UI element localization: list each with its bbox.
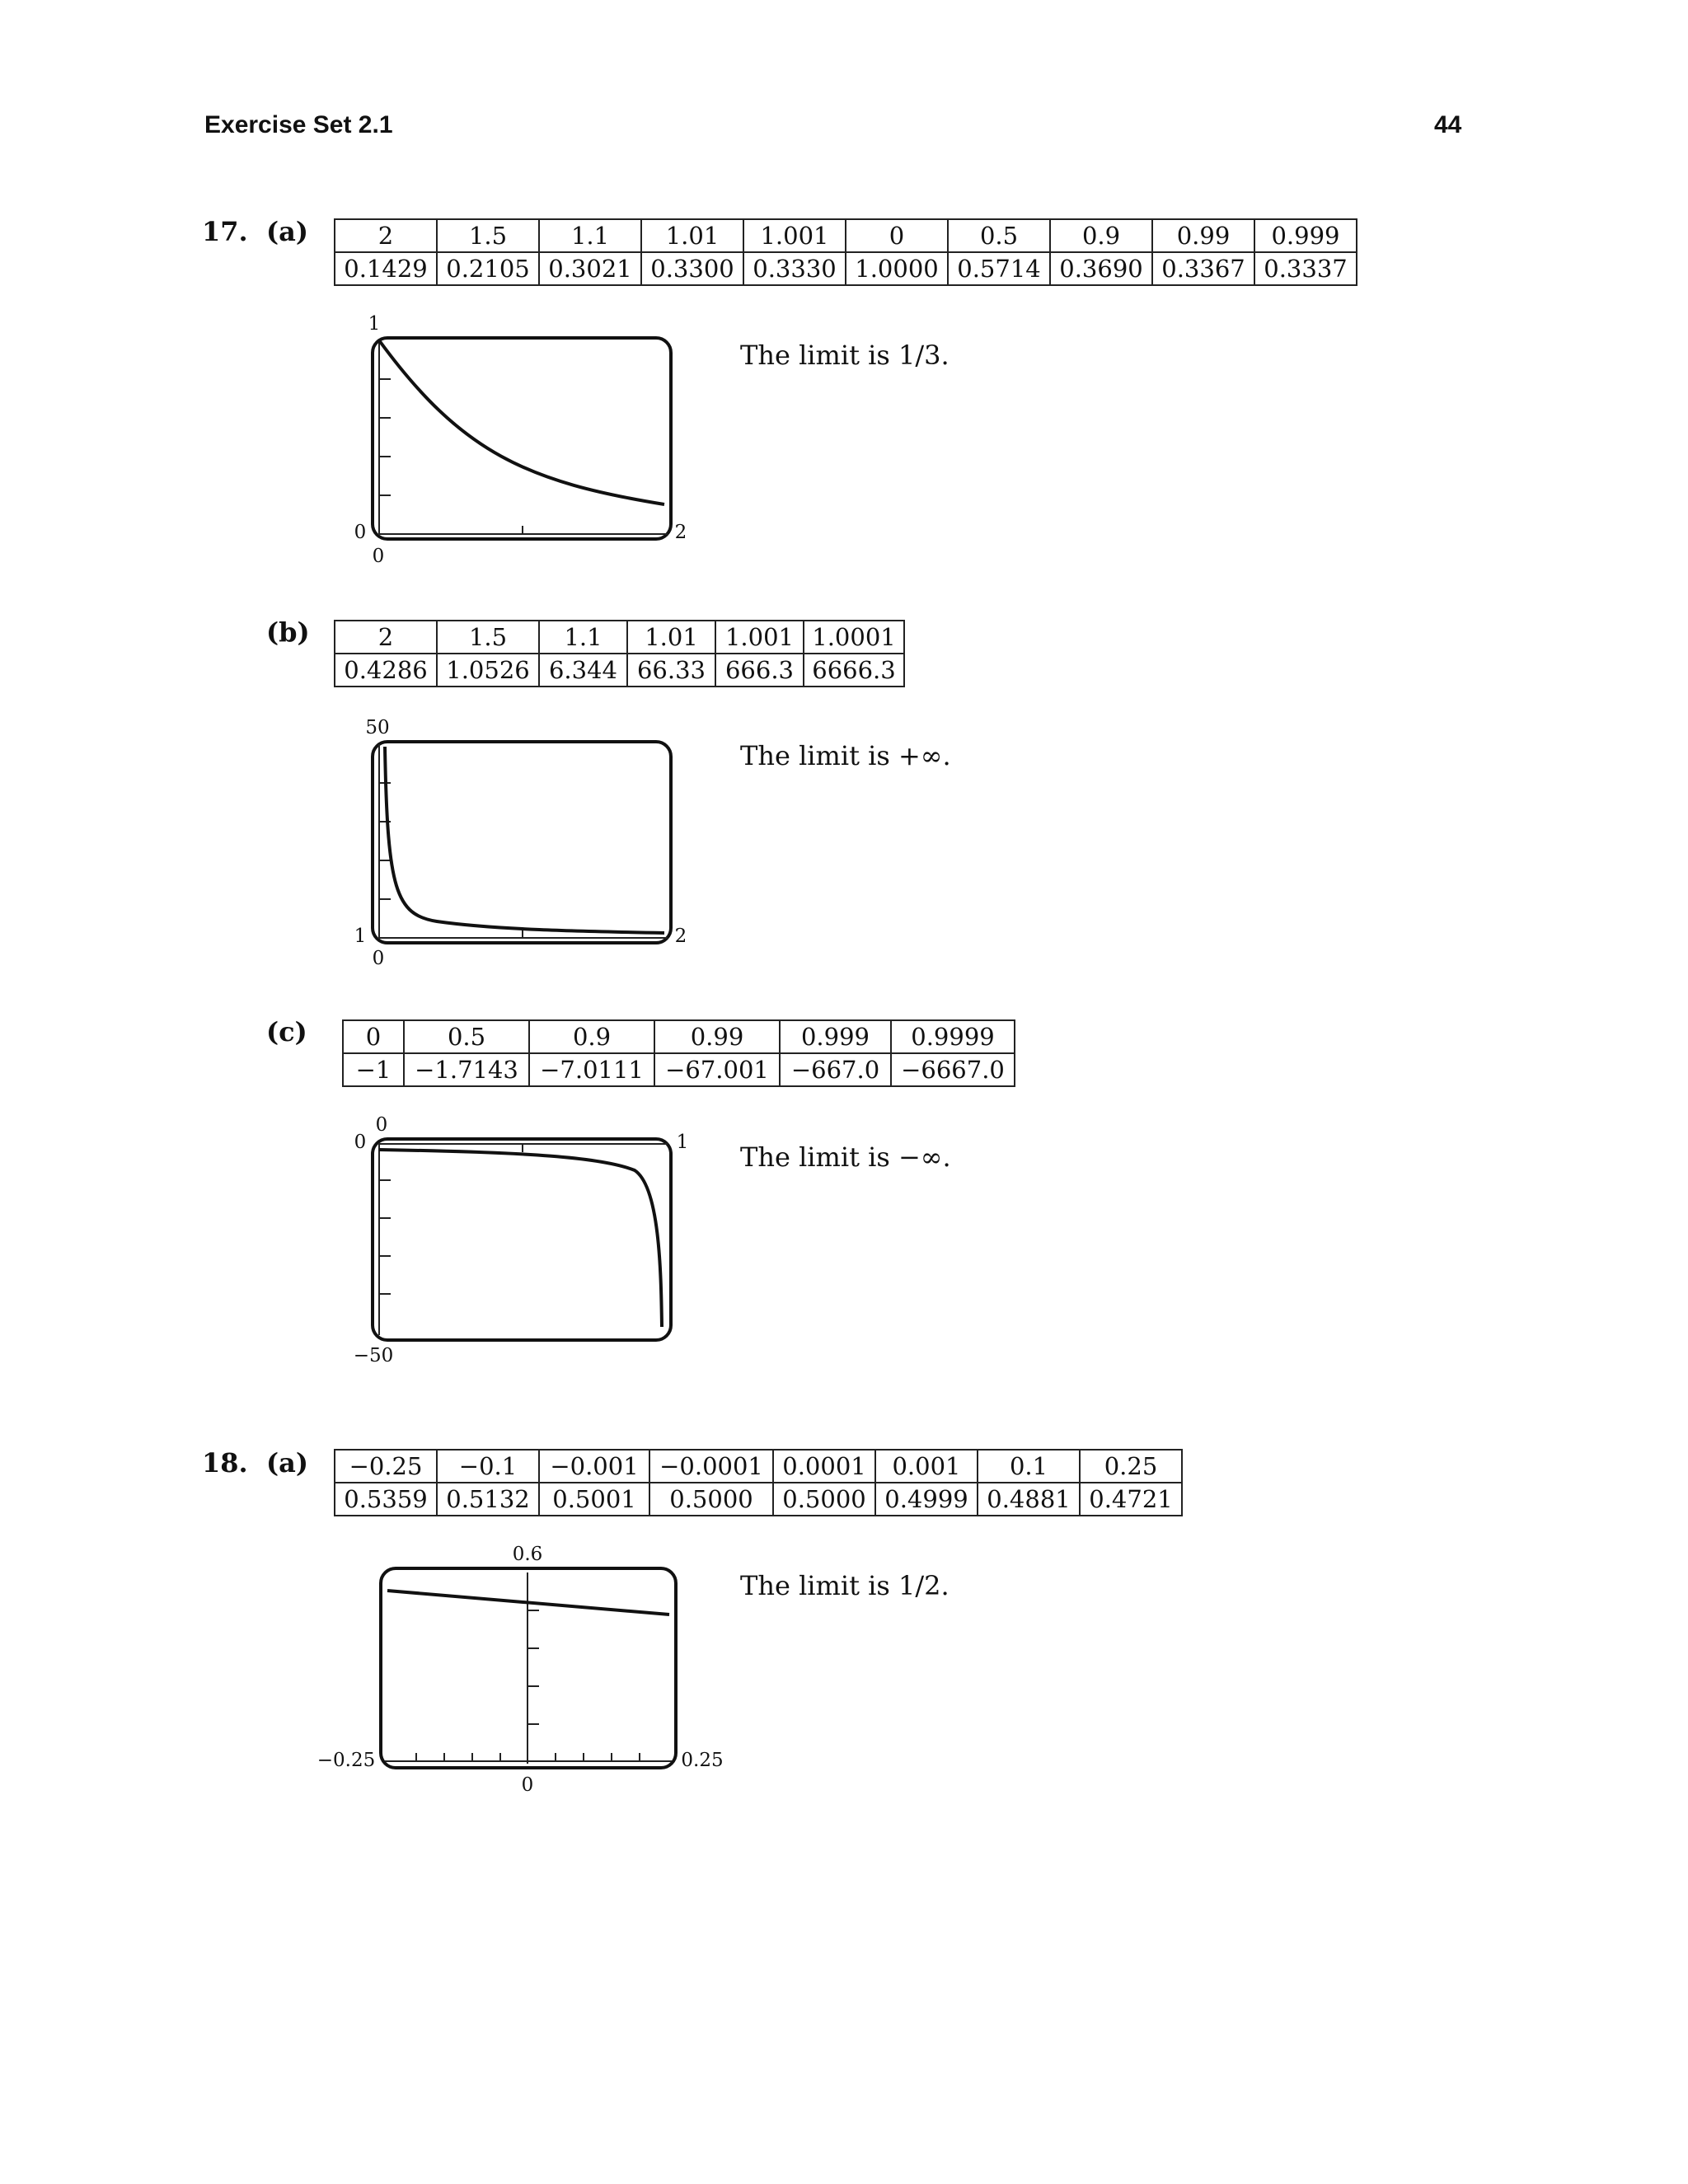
graph-xmax-label: 1 (676, 1132, 689, 1153)
table-cell: −1.7143 (404, 1053, 529, 1086)
graph-xmin-label: 0 (372, 546, 385, 567)
table-cell: 0.3021 (539, 252, 641, 285)
table-cell: 0.5714 (948, 252, 1050, 285)
function-curve (385, 747, 664, 933)
table-cell: 1.001 (743, 219, 846, 252)
graph-ymin-label: −50 (353, 1345, 394, 1366)
table-cell: 0.4721 (1080, 1483, 1182, 1516)
table-cell: −0.001 (539, 1450, 649, 1483)
table-cell: −0.0001 (649, 1450, 773, 1483)
section-title: Exercise Set 2.1 (204, 111, 393, 138)
graph-ymax-label: 50 (365, 717, 390, 738)
problem-number-18: 18. (202, 1447, 248, 1479)
table-cell: 1.01 (627, 621, 715, 654)
graph-ymin-label: 1 (354, 926, 367, 947)
table-cell: 0.4881 (978, 1483, 1080, 1516)
table-cell: 0.99 (1152, 219, 1254, 252)
table-cell: 0.5001 (539, 1483, 649, 1516)
table-cell: 0.0001 (773, 1450, 875, 1483)
table-cell: 0.9999 (891, 1020, 1015, 1053)
table-cell: 1.0526 (437, 654, 539, 687)
table-cell: 0 (343, 1020, 404, 1053)
part-label-17c: (c) (266, 1016, 307, 1047)
part-label-18a: (a) (266, 1447, 309, 1479)
table-cell: 1.0001 (804, 621, 904, 654)
table-row-fx (335, 1483, 1182, 1516)
table-cell: 0.3690 (1050, 252, 1152, 285)
values-table-17c (342, 1019, 1015, 1087)
table-cell: 0.3300 (641, 252, 743, 285)
limit-statement-17a: The limit is 1/3. (740, 340, 950, 371)
table-cell: 0 (846, 219, 948, 252)
limit-statement-18a: The limit is 1/2. (740, 1570, 950, 1601)
problem-number-17: 17. (202, 216, 248, 247)
values-table-17b (334, 620, 905, 687)
graph-17b (346, 709, 692, 981)
table-cell: 1.5 (437, 219, 539, 252)
table-row-x (335, 621, 904, 654)
table-cell: 0.4286 (335, 654, 437, 687)
table-cell: 0.9 (1050, 219, 1152, 252)
table-cell: 0.001 (875, 1450, 978, 1483)
graph-ymax-label: 0.6 (512, 1544, 543, 1565)
table-cell: 0.999 (1254, 219, 1357, 252)
limit-statement-17b: The limit is +∞. (740, 740, 951, 771)
table-cell: 0.3337 (1254, 252, 1357, 285)
table-cell: 666.3 (715, 654, 804, 687)
table-cell: 0.4999 (875, 1483, 978, 1516)
table-cell: 0.9 (529, 1020, 654, 1053)
table-row-fx (343, 1053, 1015, 1086)
table-row-x (335, 219, 1357, 252)
table-cell: 6666.3 (804, 654, 904, 687)
part-label-17b: (b) (266, 616, 310, 648)
graph-xmin-label: 0 (354, 1132, 367, 1153)
graph-ymin-label: 0 (354, 522, 367, 543)
values-table-17a (334, 218, 1357, 286)
table-cell: 0.5 (404, 1020, 529, 1053)
table-cell: 0.5000 (773, 1483, 875, 1516)
table-cell: −6667.0 (891, 1053, 1015, 1086)
limit-statement-17c: The limit is −∞. (740, 1141, 951, 1173)
table-cell: 1.001 (715, 621, 804, 654)
graph-xmax-label: 2 (674, 926, 687, 947)
table-cell: 1.1 (539, 621, 627, 654)
table-cell: 0.5132 (437, 1483, 539, 1516)
table-cell: −1 (343, 1053, 404, 1086)
table-cell: 1.01 (641, 219, 743, 252)
page-number: 44 (1434, 111, 1462, 138)
table-cell: 1.0000 (846, 252, 948, 285)
table-cell: 0.25 (1080, 1450, 1182, 1483)
table-row-x (343, 1020, 1015, 1053)
table-cell: 66.33 (627, 654, 715, 687)
part-label-17a: (a) (266, 216, 309, 247)
table-cell: 0.3330 (743, 252, 846, 285)
graph-17a (346, 309, 692, 573)
function-curve (379, 1150, 662, 1327)
graph-frame (373, 338, 671, 539)
graph-ymax-label: 0 (375, 1114, 388, 1136)
graph-18a (313, 1541, 742, 1805)
table-cell: 2 (335, 621, 437, 654)
table-row-fx (335, 654, 904, 687)
graph-xmin-label: 0 (372, 948, 385, 969)
table-cell: 1.1 (539, 219, 641, 252)
table-cell: −0.1 (437, 1450, 539, 1483)
table-cell: −0.25 (335, 1450, 437, 1483)
values-table-18a (334, 1449, 1183, 1516)
graph-frame (373, 1139, 671, 1340)
graph-xmid-label: 0 (521, 1774, 534, 1796)
table-cell: 1.5 (437, 621, 539, 654)
table-cell: 2 (335, 219, 437, 252)
table-cell: 0.99 (654, 1020, 780, 1053)
table-cell: −7.0111 (529, 1053, 654, 1086)
table-cell: 0.3367 (1152, 252, 1254, 285)
graph-xmax-label: 0.25 (681, 1750, 724, 1771)
table-cell: 0.5 (948, 219, 1050, 252)
graph-17c (346, 1113, 692, 1376)
function-curve (379, 340, 664, 504)
table-cell: 0.5000 (649, 1483, 773, 1516)
table-cell: 0.1 (978, 1450, 1080, 1483)
table-row-fx (335, 252, 1357, 285)
table-cell: −667.0 (780, 1053, 891, 1086)
table-cell: 0.999 (780, 1020, 891, 1053)
table-cell: −67.001 (654, 1053, 780, 1086)
table-cell: 6.344 (539, 654, 627, 687)
graph-ymax-label: 1 (368, 313, 381, 335)
graph-frame (373, 742, 671, 943)
graph-xmax-label: 2 (674, 522, 687, 543)
table-cell: 0.2105 (437, 252, 539, 285)
table-cell: 0.1429 (335, 252, 437, 285)
table-row-x (335, 1450, 1182, 1483)
table-cell: 0.5359 (335, 1483, 437, 1516)
graph-xmin-label: −0.25 (316, 1750, 376, 1771)
